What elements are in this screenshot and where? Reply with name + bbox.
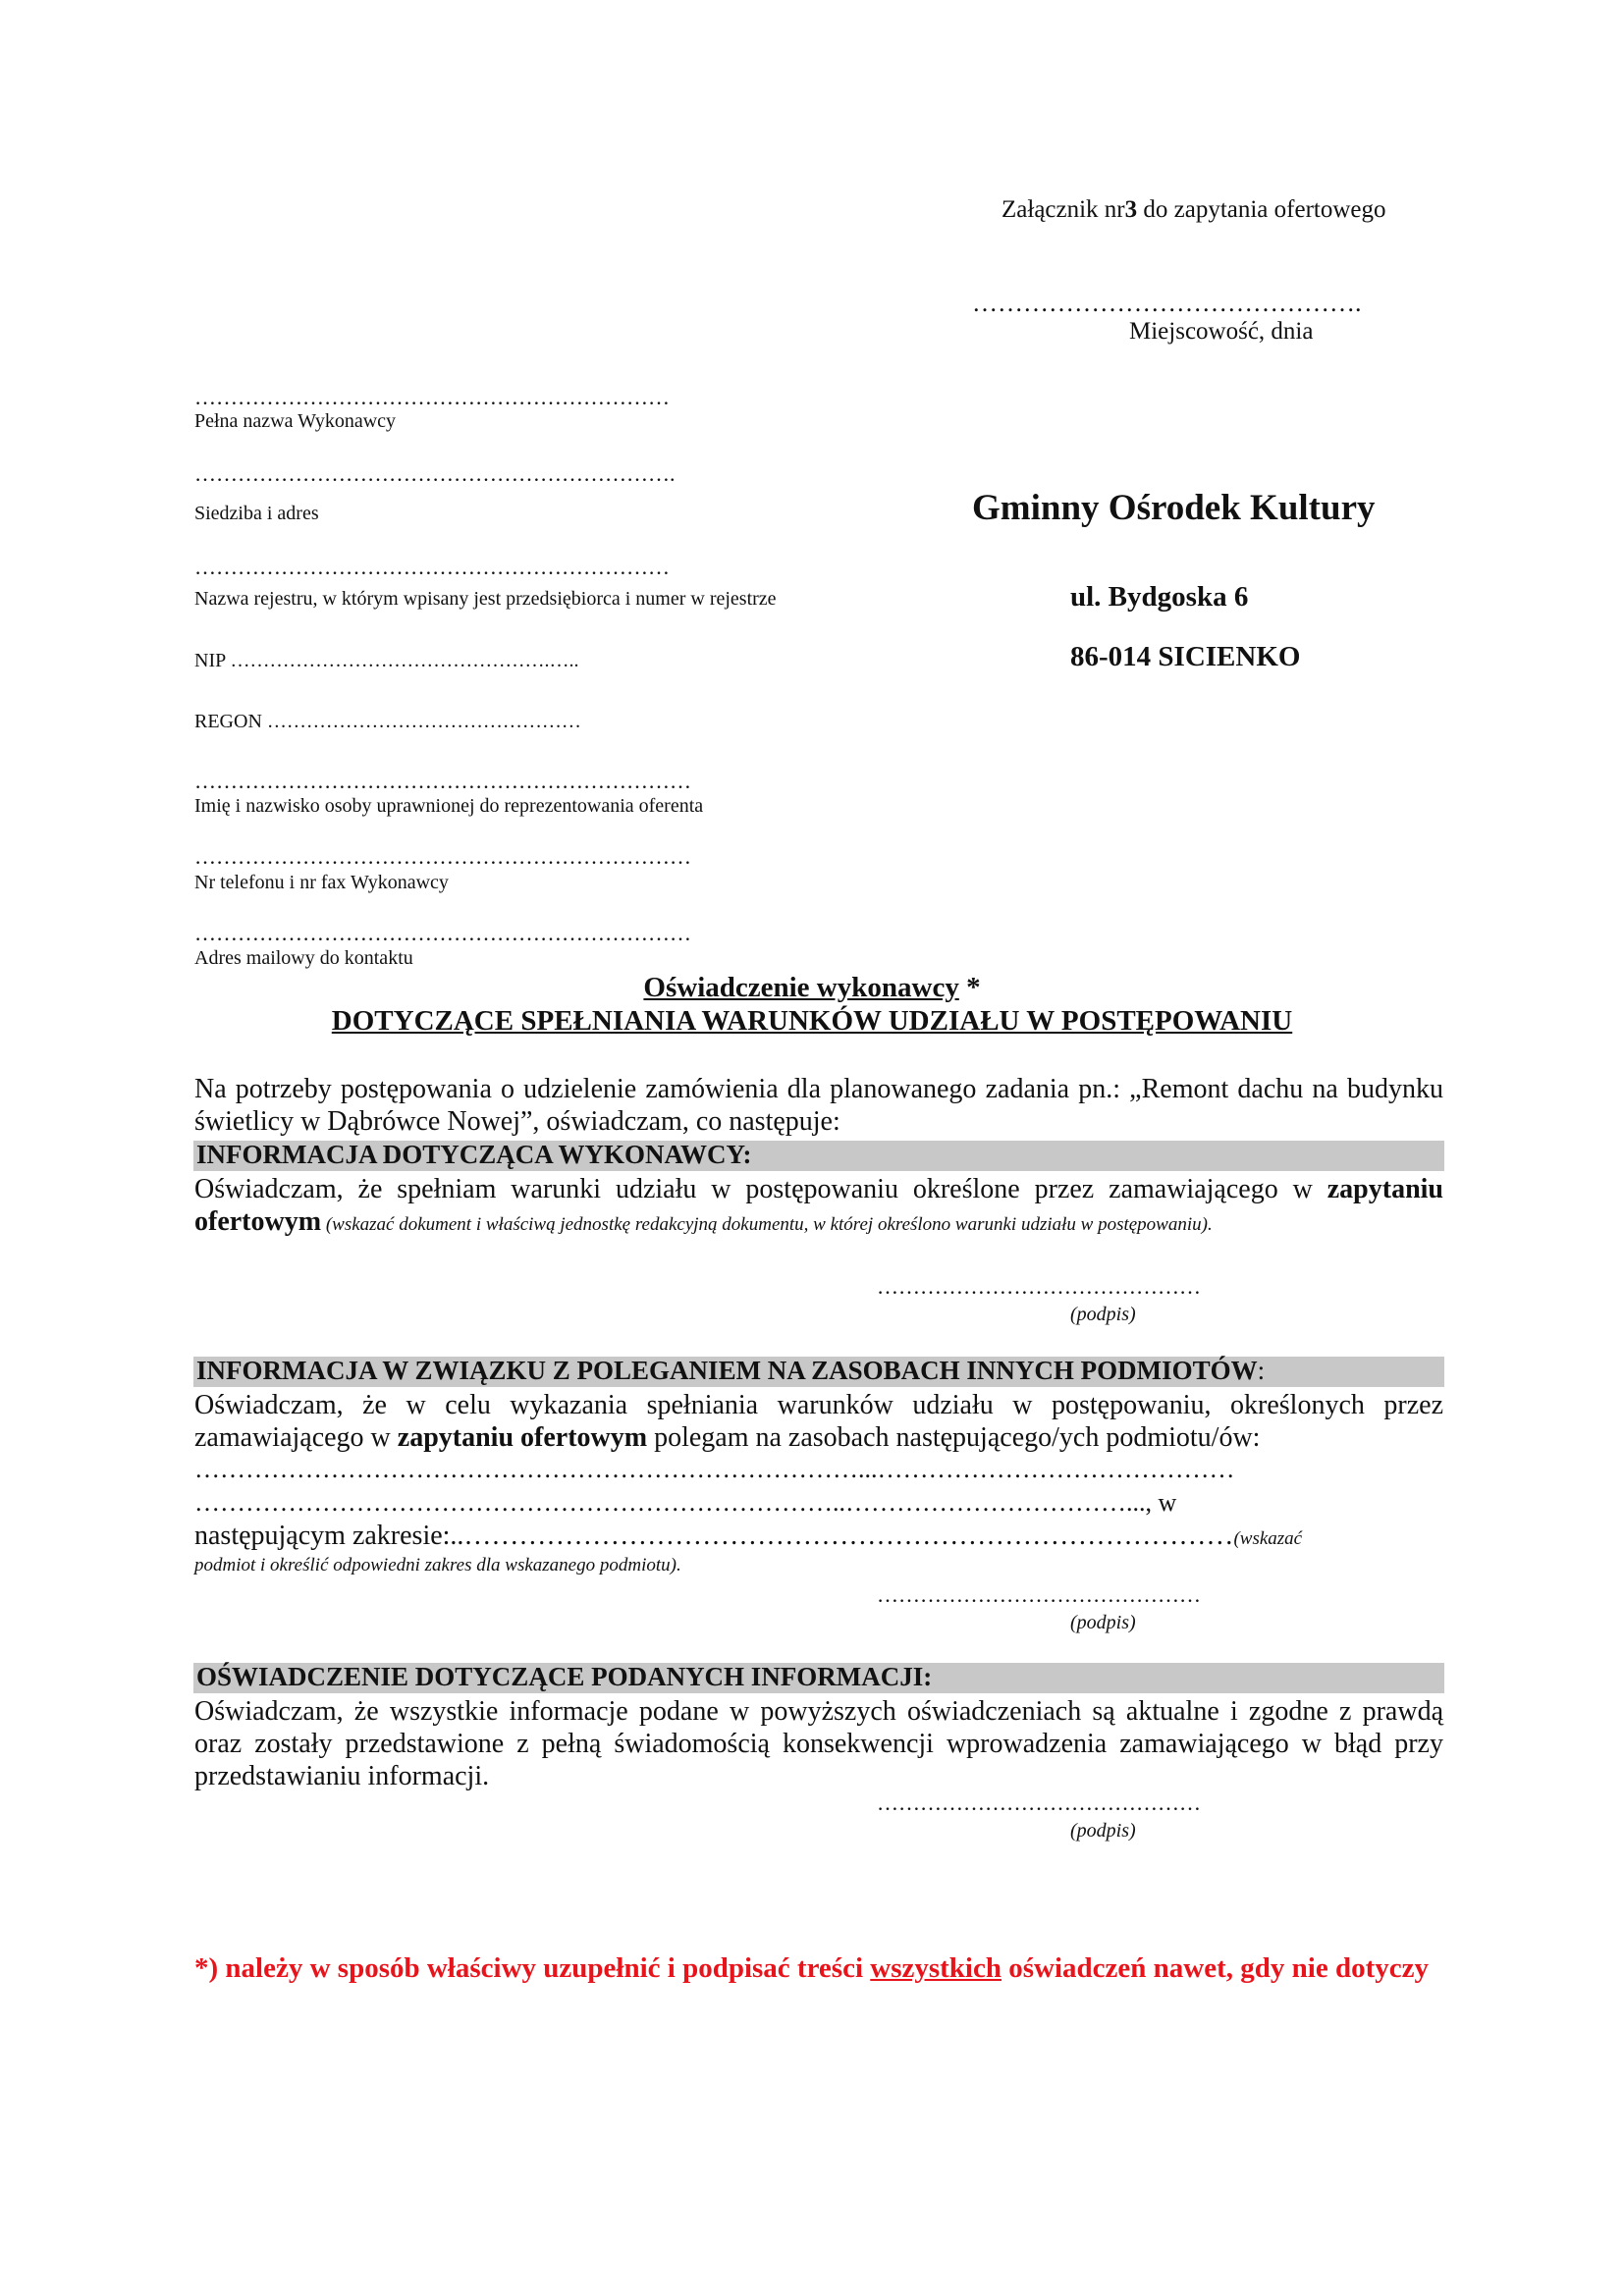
signature1-label: (podpis)	[1070, 1304, 1136, 1325]
email-dots[interactable]: ……………………………………………………………	[194, 921, 691, 945]
footnote	[194, 1949, 1432, 1988]
signature3-label: (podpis)	[1070, 1820, 1136, 1842]
signature2-dots[interactable]: ………………………………………	[877, 1582, 1201, 1607]
footnote-text: *) należy w sposób właściwy uzupełnić i podpisać treści	[194, 1952, 871, 1984]
representative-dots[interactable]: ……………………………………………………………	[194, 769, 691, 793]
scope-note-cont: podmiot i określić odpowiedni zakres dla wskazanego podmiotu).	[194, 1555, 681, 1575]
scope-text: następującym zakresie:..…………………………………………………………………………	[194, 1521, 1234, 1551]
contractor-address-dots[interactable]: ………………………………………………………….	[194, 461, 676, 486]
intro-paragraph: Na potrzeby postępowania o udzielenie zamówienia dla planowanego zadania pn.: „Remont dachu na budynku świetlicy w Dąbrówce Nowej”, oświadczam, co następuje:	[194, 1074, 1443, 1137]
phone-fax-label: Nr telefonu i nr fax Wykonawcy	[194, 872, 449, 893]
place-date-dots[interactable]: ……………………………………….	[972, 289, 1362, 317]
section3-paragraph: Oświadczam, że wszystkie informacje podane w powyższych oświadczeniach są aktualne i zgodne z prawdą oraz zostały przedstawione z pełną świadomością konsekwencji wprowadzenia zamawiającego w błąd przy przedstawianiu informacji.	[194, 1696, 1443, 1791]
attachment-text-rest: do zapytania ofertowego	[1137, 196, 1386, 223]
section2-bold: zapytaniu ofertowym	[397, 1422, 648, 1453]
contractor-address-label: Siedziba i adres	[194, 503, 319, 524]
register-dots[interactable]: …………………………………………………………	[194, 555, 670, 579]
scope-line[interactable]	[194, 1521, 1302, 1552]
place-date-label: Miejscowość, dnia	[1129, 318, 1314, 345]
nip-field[interactable]: NIP ………………………………………….…..	[194, 650, 579, 671]
signature2-label: (podpis)	[1070, 1612, 1136, 1633]
footnote-text-rest: oświadczeń nawet, gdy nie dotyczy	[1001, 1952, 1429, 1984]
section2-paragraph	[194, 1389, 1443, 1454]
attachment-label	[1001, 196, 1386, 224]
section1-note: (wskazać dokument i właściwą jednostkę redakcyjną dokumentu, w której określono warunki udziału w postępowaniu).	[321, 1214, 1213, 1235]
attachment-number: 3	[1124, 196, 1138, 223]
statement-subtitle: DOTYCZĄCE SPEŁNIANIA WARUNKÓW UDZIAŁU W POSTĘPOWANIU	[331, 1005, 1293, 1037]
section1-heading: INFORMACJA DOTYCZĄCA WYKONAWCY:	[196, 1140, 752, 1169]
email-label: Adres mailowy do kontaktu	[194, 947, 413, 969]
section2-heading	[196, 1356, 1265, 1386]
entities-dots-line1[interactable]: ……………………………………………………………………...……………………………………	[194, 1455, 1235, 1483]
recipient-street: ul. Bydgoska 6	[1070, 581, 1249, 613]
section3-heading: OŚWIADCZENIE DOTYCZĄCE PODANYCH INFORMACJI:	[196, 1662, 933, 1691]
recipient-name: Gminny Ośrodek Kultury	[972, 488, 1376, 528]
contractor-name-label: Pełna nazwa Wykonawcy	[194, 410, 397, 432]
section2-heading-text: INFORMACJA W ZWIĄZKU Z POLEGANIEM NA ZASOBACH INNYCH PODMIOTÓW	[196, 1356, 1258, 1385]
phone-fax-dots[interactable]: ……………………………………………………………	[194, 844, 691, 869]
section1-paragraph	[194, 1173, 1443, 1241]
signature1-dots[interactable]: ………………………………………	[877, 1274, 1201, 1299]
section1-text: Oświadczam, że spełniam warunki udziału w postępowaniu określone przez zamawiającego w	[194, 1174, 1327, 1204]
recipient-city: 86-014 SICIENKO	[1070, 641, 1301, 672]
footnote-emphasis: wszystkich	[870, 1952, 1001, 1984]
section2-heading-colon: :	[1257, 1356, 1266, 1385]
statement-title-main: Oświadczenie wykonawcy	[643, 972, 959, 1003]
section2-text-rest: polegam na zasobach następującego/ych podmiotu/ów:	[647, 1422, 1261, 1453]
register-label: Nazwa rejestru, w którym wpisany jest przedsiębiorca i numer w rejestrze	[194, 588, 777, 610]
scope-note: (wskazać	[1233, 1528, 1303, 1549]
representative-label: Imię i nazwisko osoby uprawnionej do reprezentowania oferenta	[194, 795, 704, 817]
regon-field[interactable]: REGON …………………………………………	[194, 711, 581, 732]
entities-dots-line2[interactable]: …………………………………………………………………..……………………………..., w	[194, 1488, 1177, 1517]
attachment-text: Załącznik nr	[1001, 196, 1125, 223]
statement-title-star: *	[958, 972, 981, 1003]
section1-bold: zapytaniu ofertowym	[194, 1174, 1443, 1237]
contractor-name-dots[interactable]: …………………………………………………………	[194, 385, 670, 409]
signature3-dots[interactable]: ………………………………………	[877, 1790, 1201, 1815]
statement-title	[0, 972, 1624, 1004]
section2-text: Oświadczam, że w celu wykazania spełniania warunków udziału w postępowaniu, określonych przez zamawiającego w	[194, 1390, 1443, 1453]
